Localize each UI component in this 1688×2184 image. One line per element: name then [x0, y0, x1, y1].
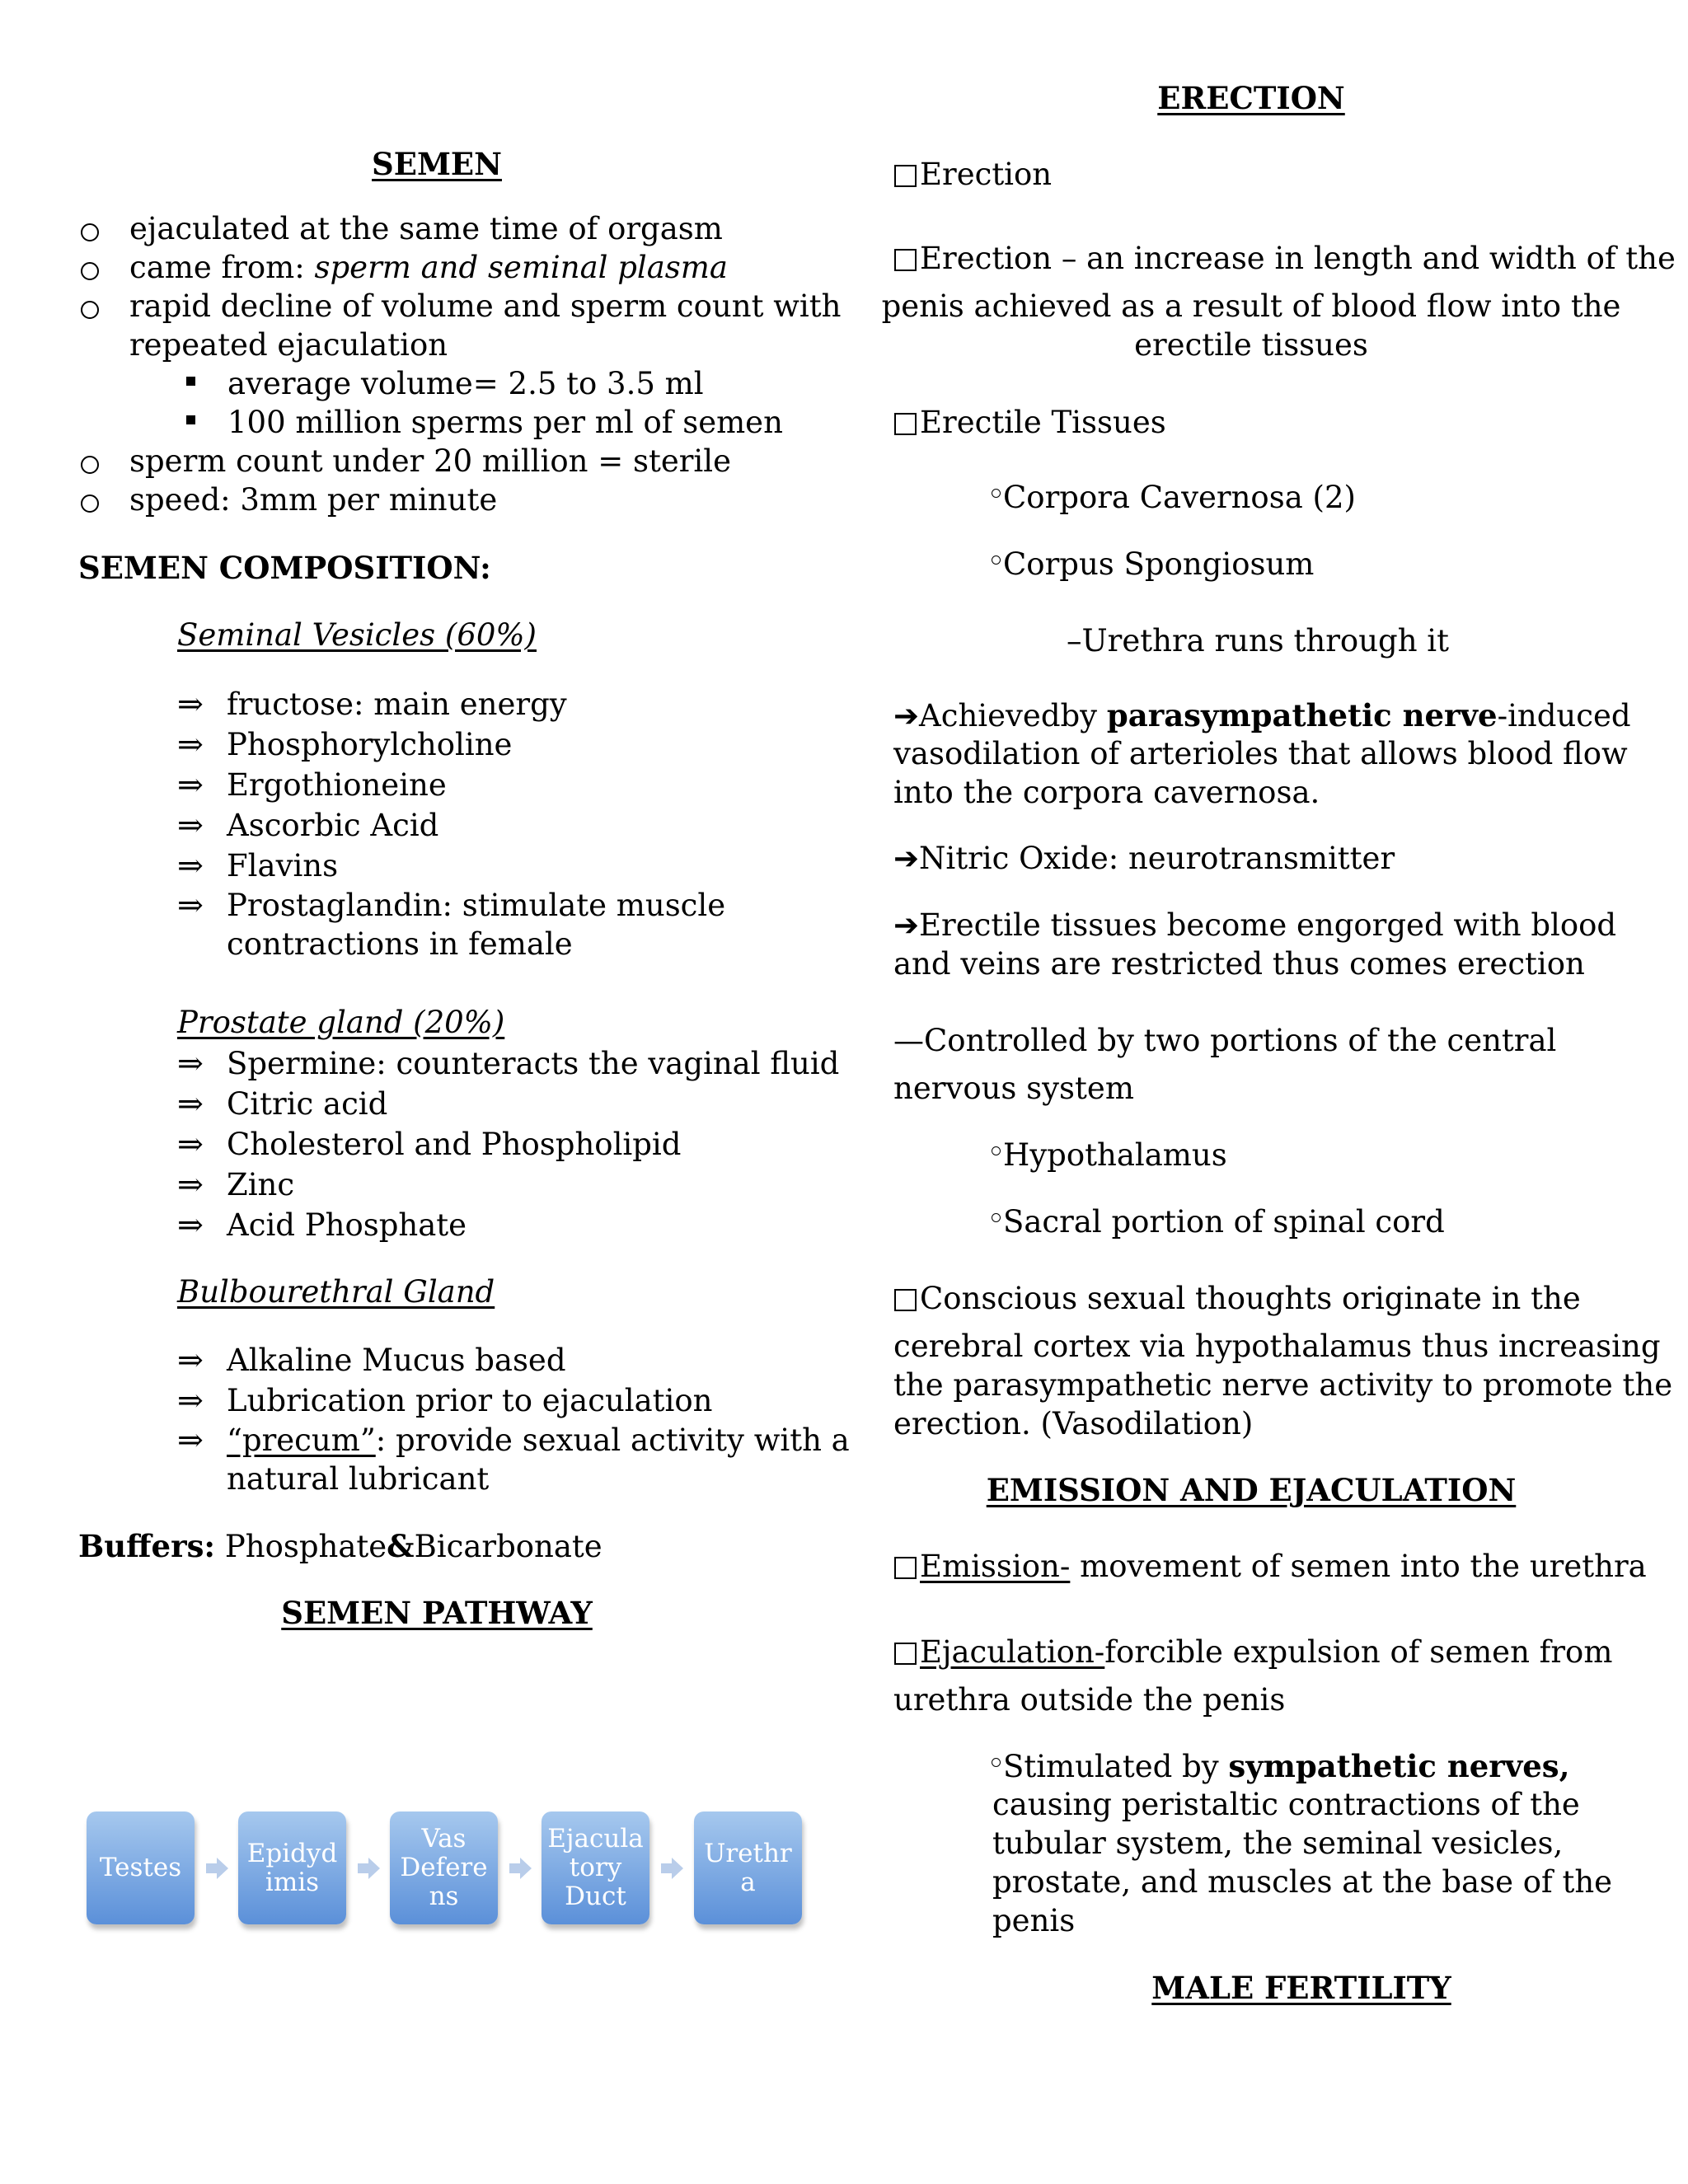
prostate-list: [177, 1043, 839, 1245]
corpora-cavernosa: Corpora Cavernosa (2): [992, 479, 1356, 518]
bullet-icon: [992, 1146, 1001, 1155]
pathway-step-vas-deferens: Vas Defere ns: [390, 1811, 498, 1924]
checkbox-icon: [894, 1289, 917, 1311]
list-item: ⇒ Alkaline Mucus based: [177, 1342, 566, 1378]
semen-pathway-title: SEMEN PATHWAY: [281, 1595, 593, 1631]
bullet-icon: [992, 555, 1001, 565]
arrow-right-icon: ➔: [893, 907, 920, 943]
semen-sublist: [178, 365, 783, 443]
bulbourethral-list: [177, 1340, 850, 1498]
bulbourethral-title: Bulbourethral Gland: [177, 1274, 495, 1310]
prostate-title: Prostate gland (20%): [177, 1005, 505, 1040]
controlled-line: —Controlled by two portions of the central: [893, 1023, 1557, 1058]
list-item: ⇒ Lubrication prior to ejaculation: [177, 1382, 713, 1418]
engorged-line-2: and veins are restricted thus comes erection: [893, 946, 1585, 982]
controlled-line-2: nervous system: [893, 1071, 1134, 1106]
bullet-icon: [992, 1213, 1001, 1222]
list-item: speed: 3mm per minute: [81, 481, 731, 520]
semen-list-2: [81, 443, 731, 520]
list-item: ⇒ Spermine: counteracts the vaginal fluid: [177, 1045, 840, 1081]
arrow-right-icon: [520, 1858, 532, 1879]
conscious-line-3: the parasympathetic nerve activity to promote the: [893, 1367, 1673, 1403]
list-item: ⇒ Ergothioneine: [177, 766, 447, 803]
list-item: sperm count under 20 million = sterile: [81, 443, 731, 481]
male-fertility-title: MALE FERTILITY: [1151, 1970, 1451, 2006]
pathway-step-urethra: Urethr a: [694, 1811, 802, 1924]
checkbox-icon: [894, 249, 917, 271]
list-item: ⇒ Citric acid: [177, 1085, 388, 1122]
list-item: average volume= 2.5 to 3.5 ml: [178, 365, 783, 404]
emission-ejaculation-title: EMISSION AND EJACULATION: [986, 1472, 1517, 1508]
list-item: rapid decline of volume and sperm count with repeated ejaculation: [81, 288, 841, 365]
stimulated-line-3: tubular system, the seminal vesicles,: [992, 1825, 1564, 1861]
list-item: ⇒ Flavins: [177, 847, 339, 883]
nitric-oxide-line: ➔Nitric Oxide: neurotransmitter: [893, 841, 1395, 876]
list-item: ejaculated at the same time of orgasm: [81, 210, 841, 249]
erection-definition-line3: erectile tissues: [1134, 327, 1368, 363]
list-item: came from: sperm and seminal plasma: [81, 249, 841, 288]
achieved-line: ➔Achievedby parasympathetic nerve-induced: [893, 697, 1631, 733]
conscious-line-4: erection. (Vasodilation): [893, 1406, 1254, 1441]
conscious-line: Conscious sexual thoughts originate in the: [894, 1280, 1581, 1319]
pathway-step-ejaculatory-duct: Ejacula tory Duct: [542, 1811, 649, 1924]
arrow-right-icon: [217, 1858, 228, 1879]
arrow-right-icon: [672, 1858, 683, 1879]
stimulated-line-5: penis: [992, 1903, 1076, 1938]
list-item: ⇒ Ascorbic Acid: [177, 807, 439, 843]
list-item: ⇒ fructose: main energy: [177, 686, 567, 722]
list-item: 100 million sperms per ml of semen: [178, 404, 783, 443]
arrow-right-icon: ➔: [893, 841, 920, 876]
list-item: ⇒ Zinc: [177, 1166, 295, 1202]
stimulated-line: Stimulated by sympathetic nerves,: [992, 1747, 1570, 1787]
erection-title: ERECTION: [1157, 80, 1345, 116]
achieved-line-2: vasodilation of arterioles that allows blood flow: [893, 736, 1628, 771]
erection-definition-line2: penis achieved as a result of blood flow into the: [881, 288, 1621, 324]
erection-item: Erection: [894, 156, 1052, 194]
list-item: ⇒ Phosphorylcholine: [177, 726, 513, 762]
seminal-vesicles-title: Seminal Vesicles (60%): [177, 617, 537, 653]
list-item: ⇒ “precum”: provide sexual activity with a natural lubricant: [177, 1422, 850, 1497]
list-item: ⇒ Prostaglandin: stimulate muscle contractions in female: [177, 887, 726, 962]
emission-line: Emission- movement of semen into the urethra: [894, 1548, 1647, 1586]
achieved-line-3: into the corpora cavernosa.: [893, 775, 1320, 810]
checkbox-icon: [894, 1557, 917, 1579]
checkbox-icon: [894, 1643, 917, 1665]
ejaculation-line-2: urethra outside the penis: [893, 1682, 1286, 1718]
composition-title: SEMEN COMPOSITION:: [78, 550, 491, 586]
arrow-right-icon: [368, 1858, 380, 1879]
pathway-step-epididymis: Epidyd imis: [238, 1811, 346, 1924]
stimulated-line-2: causing peristaltic contractions of the: [992, 1787, 1580, 1822]
hypothalamus-item: Hypothalamus: [992, 1137, 1227, 1175]
semen-list: [81, 210, 841, 365]
semen-title: SEMEN: [372, 146, 502, 182]
erection-definition: Erection – an increase in length and width of the: [894, 240, 1676, 279]
bullet-icon: [992, 489, 1001, 498]
buffers-line: Buffers: Phosphate&Bicarbonate: [78, 1528, 603, 1564]
conscious-line-2: cerebral cortex via hypothalamus thus increasing: [893, 1329, 1661, 1364]
pathway-step-testes: Testes: [87, 1811, 195, 1924]
arrow-right-icon: ➔: [893, 698, 920, 733]
corpus-spongiosum: Corpus Spongiosum: [992, 546, 1314, 584]
ejaculation-line: Ejaculation-forcible expulsion of semen from: [894, 1633, 1612, 1672]
sacral-item: Sacral portion of spinal cord: [992, 1203, 1445, 1242]
engorged-line: ➔Erectile tissues become engorged with blood: [893, 907, 1617, 943]
erectile-tissues: Erectile Tissues: [894, 404, 1166, 443]
bullet-icon: [992, 1758, 1001, 1767]
list-item: ⇒ Acid Phosphate: [177, 1207, 467, 1243]
list-item: ⇒ Cholesterol and Phospholipid: [177, 1126, 682, 1162]
checkbox-icon: [894, 165, 917, 187]
urethra-note: –Urethra runs through it: [1066, 623, 1450, 658]
seminal-vesicles-list: [177, 684, 725, 963]
stimulated-line-4: prostate, and muscles at the base of the: [992, 1864, 1613, 1900]
checkbox-icon: [894, 413, 917, 435]
